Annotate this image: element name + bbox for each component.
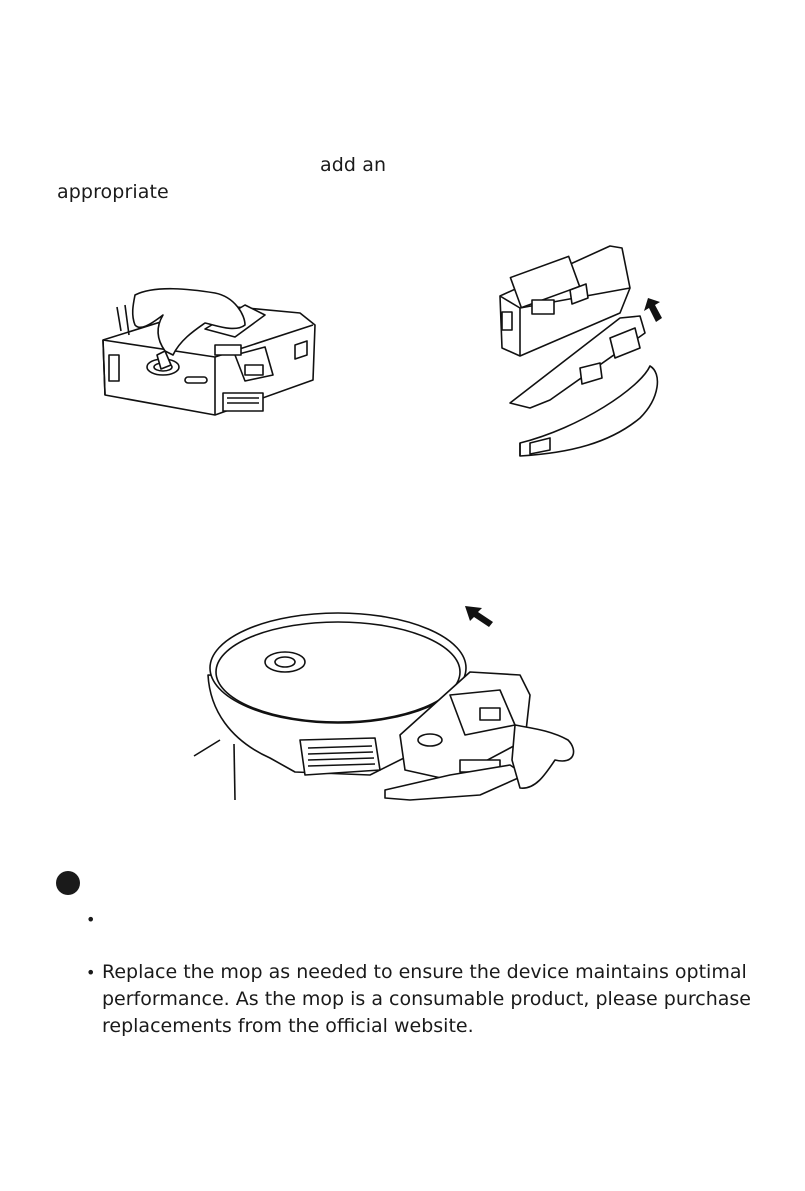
fill-tank-illustration	[95, 285, 320, 425]
note-item-2-line-1: Replace the mop as needed to ensure the device maintains optimal	[102, 961, 747, 983]
note-item-2-line-2: performance. As the mop is a consumable product, please purchase	[102, 988, 751, 1010]
note-dot-icon	[56, 871, 80, 895]
up-arrow-icon	[644, 298, 662, 322]
up-left-arrow-icon	[465, 606, 493, 627]
step-text-fragment-1: add an	[320, 154, 387, 176]
note-item-1-bullet: •	[86, 910, 96, 929]
attach-mop-illustration	[490, 238, 680, 460]
note-item-2-bullet: •	[86, 963, 96, 982]
step-text-fragment-2: appropriate	[57, 181, 169, 203]
note-item-2-line-3: replacements from the official website.	[102, 1015, 474, 1037]
insert-tank-illustration	[190, 600, 585, 800]
